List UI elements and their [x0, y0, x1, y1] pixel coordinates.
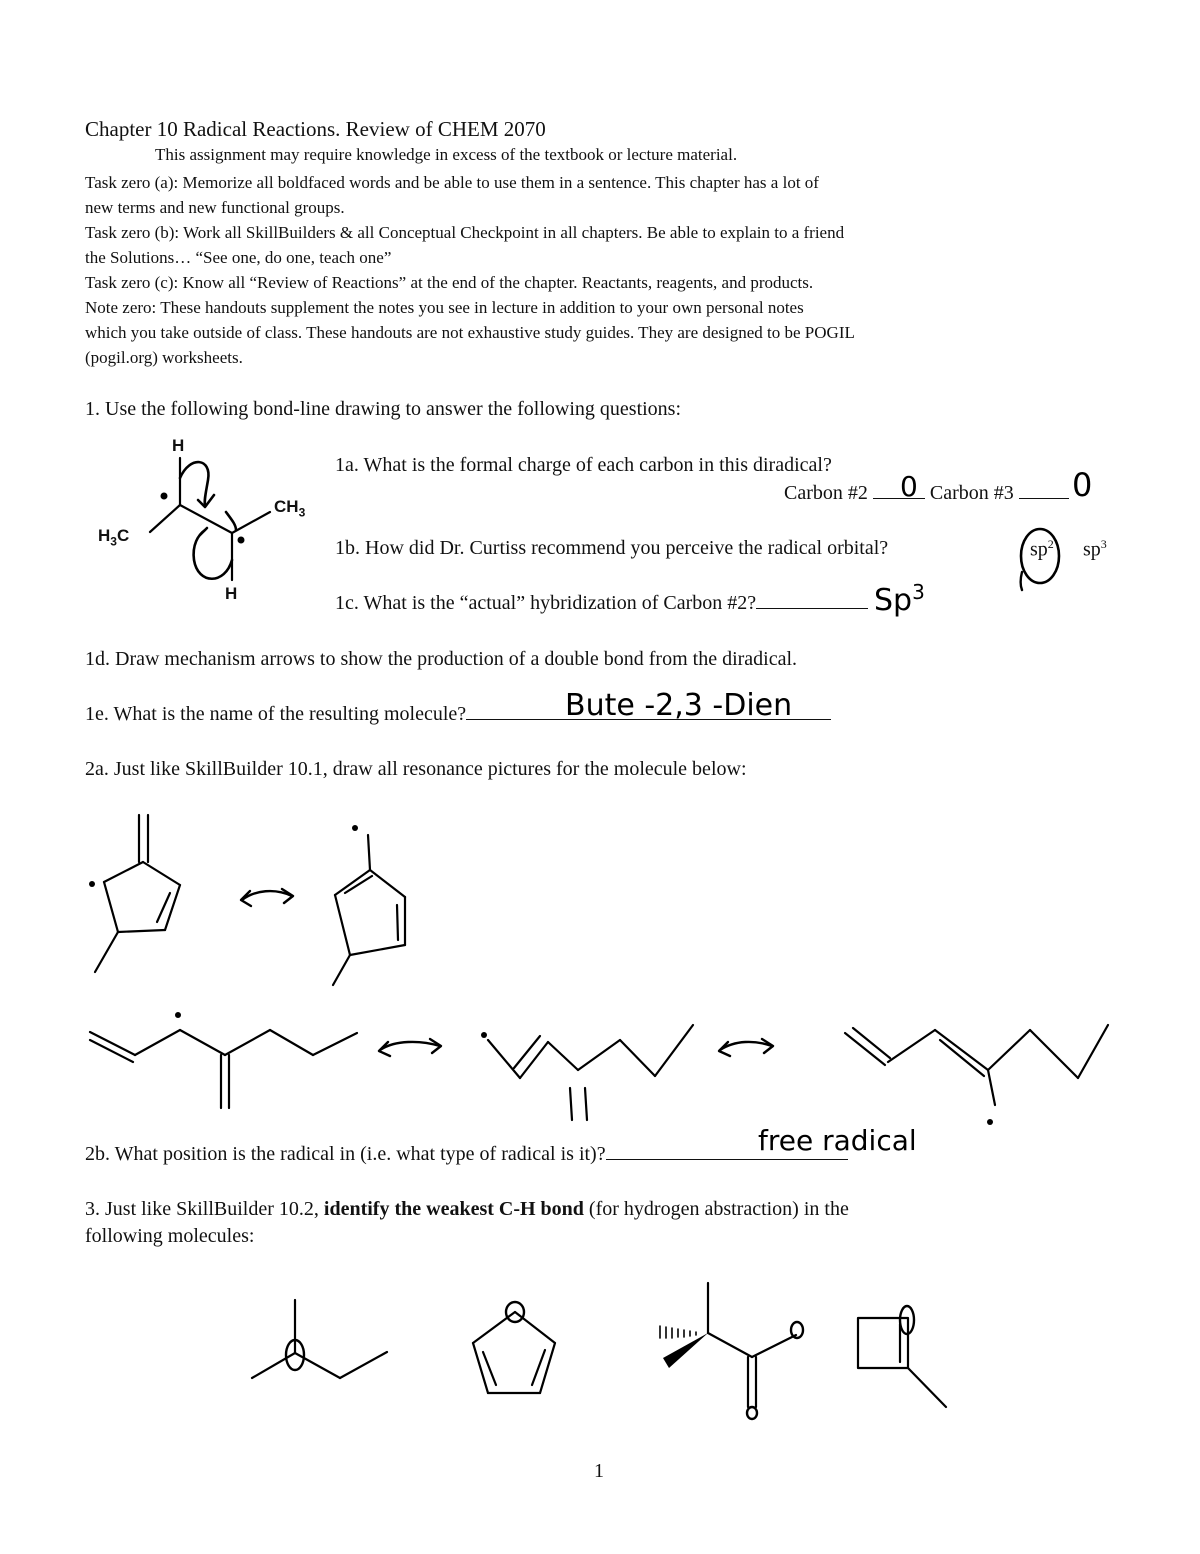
resonance-arrow-icon — [719, 1039, 773, 1056]
q1e-answer: Bute -2,3 -Dien — [565, 688, 793, 723]
q2a-cyclic-structure-1 — [89, 815, 180, 972]
q1b-opt2: $sp^3$ — [1083, 537, 1107, 561]
resonance-arrow-icon — [379, 1039, 441, 1056]
q3-molecule-2 — [473, 1302, 555, 1393]
answer-circle-icon — [791, 1322, 803, 1338]
carbon3-label: Carbon #3 — [929, 482, 1014, 504]
carbon2-label: Carbon #2 — [784, 482, 868, 504]
note-zero-line2: which you take outside of class. These handouts are not exhaustive study guides. They are designed to be POGIL — [85, 323, 855, 342]
q2a-acyclic-structure-2 — [481, 1025, 693, 1120]
h-bottom-label: H — [225, 584, 238, 603]
q3-text-line2: following molecules: — [85, 1225, 255, 1247]
task-c-line1: Task zero (c): Know all “Review of Reactions” at the end of the chapter. Reactants, reagents, and products. — [85, 273, 814, 292]
ch3-label: $CH_3$ — [274, 497, 306, 520]
q1-prompt: 1. Use the following bond-line drawing to answer the following questions: — [85, 398, 682, 420]
q1c-answer: Sp$^3$ — [874, 580, 925, 618]
q1d-text: 1d. Draw mechanism arrows to show the production of a double bond from the diradical. — [85, 648, 798, 670]
carbon3-answer: 0 — [1072, 466, 1093, 504]
q2a-cyclic-structure-2 — [333, 825, 405, 985]
q3-molecule-4 — [858, 1306, 946, 1407]
q3-text: 3. Just like SkillBuilder 10.2, identify the weakest C-H bond (for hydrogen abstraction) in the — [85, 1198, 849, 1220]
q2b-answer: free radical — [758, 1124, 917, 1157]
q2a-acyclic-structure-3 — [845, 1025, 1108, 1125]
q1e-text: 1e. What is the name of the resulting molecule? — [85, 703, 831, 726]
page-number: 1 — [594, 1460, 604, 1482]
task-a-line2: new terms and new functional groups. — [85, 198, 345, 217]
note-zero-line1: Note zero: These handouts supplement the notes you see in lecture in addition to your own personal notes — [85, 298, 804, 317]
answer-circle-icon — [747, 1407, 757, 1419]
page-title: Chapter 10 Radical Reactions. Review of CHEM 2070 — [85, 117, 546, 141]
h3c-label: $H_3C$ — [98, 526, 130, 549]
note-zero-line3: (pogil.org) worksheets. — [85, 348, 243, 367]
h-top-label: H — [172, 436, 185, 455]
q1b-text: 1b. How did Dr. Curtiss recommend you perceive the radical orbital? — [335, 537, 889, 559]
intro-text: This assignment may require knowledge in excess of the textbook or lecture material. — [155, 145, 738, 164]
task-b-line2: the Solutions… “See one, do one, teach one” — [85, 248, 392, 267]
answer-circle-icon — [1021, 529, 1059, 583]
task-a-line1: Task zero (a): Memorize all boldfaced words and be able to use them in a sentence. This chapter has a lot of — [85, 173, 819, 192]
q2a-acyclic-structure-1 — [90, 1012, 357, 1108]
resonance-arrow-icon — [241, 889, 293, 906]
q2b-text: 2b. What position is the radical in (i.e. what type of radical is it)? — [85, 1143, 848, 1166]
q2a-text: 2a. Just like SkillBuilder 10.1, draw all resonance pictures for the molecule below: — [85, 758, 747, 780]
task-b-line1: Task zero (b): Work all SkillBuilders & all Conceptual Checkpoint in all chapters. Be able to explain to a friend — [85, 223, 845, 242]
q3-molecule-1 — [252, 1300, 387, 1378]
q1a-text: 1a. What is the formal charge of each carbon in this diradical? — [335, 454, 832, 476]
carbon2-answer: 0 — [900, 470, 918, 503]
q1b-opt1: $sp^2$ — [1030, 537, 1054, 561]
q1c-text: 1c. What is the “actual” hybridization of Carbon #2? — [335, 592, 868, 615]
q1-diradical-molecule — [150, 458, 270, 580]
q3-molecule-3 — [660, 1283, 803, 1419]
